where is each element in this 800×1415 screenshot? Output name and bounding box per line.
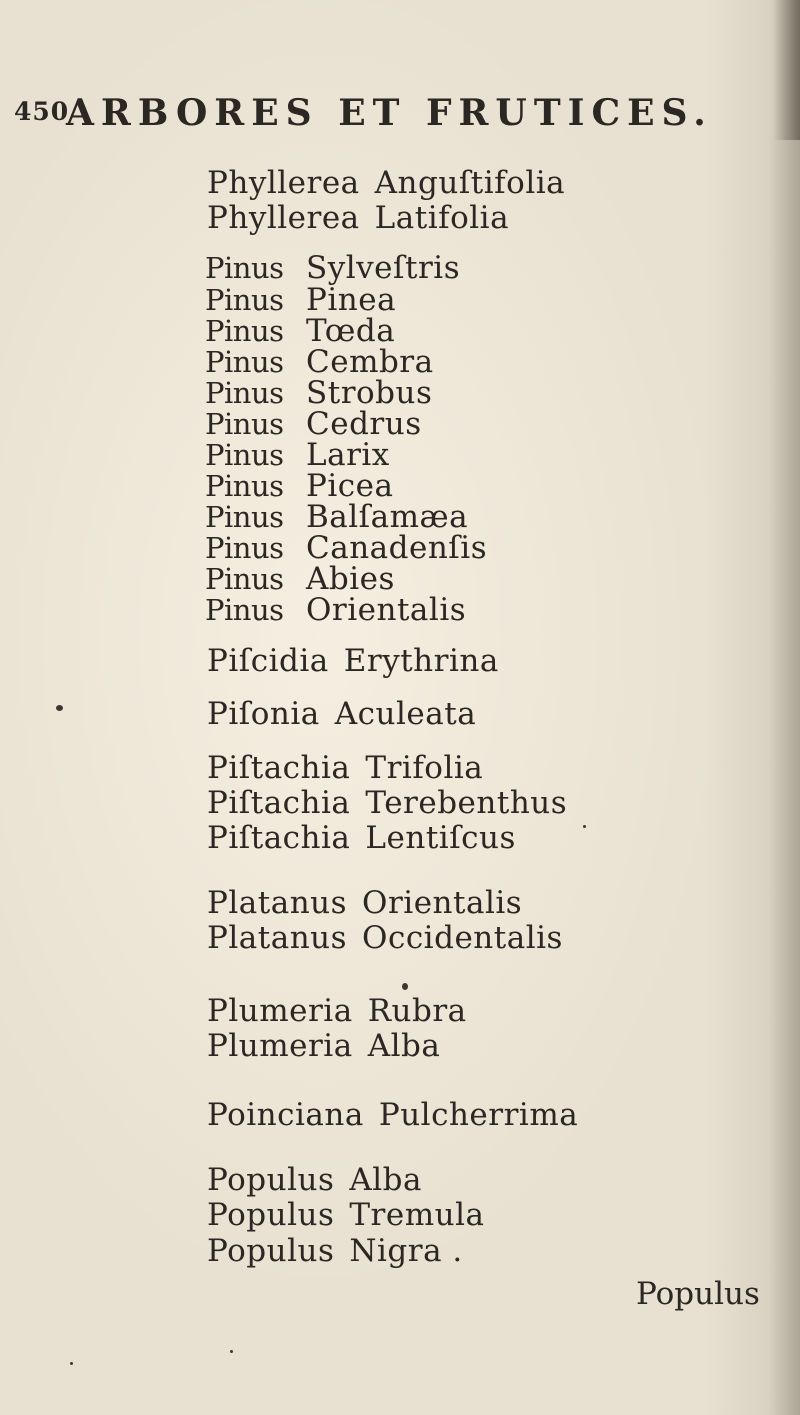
genus-name: Pinus bbox=[205, 438, 284, 472]
genus-name: Pinus bbox=[205, 531, 284, 565]
list-item bbox=[207, 993, 467, 1029]
genus-name: Poinciana bbox=[207, 1097, 364, 1133]
ink-speck bbox=[70, 1362, 73, 1365]
genus-name: Piſonia bbox=[207, 696, 320, 732]
genus-name: Platanus bbox=[207, 885, 348, 921]
species-name: Abies bbox=[306, 561, 395, 597]
genus-name: Pinus bbox=[205, 469, 284, 503]
genus-name: Piſcidia bbox=[207, 643, 329, 679]
running-head: ARBORES ET FRUTICES. bbox=[66, 92, 713, 134]
genus-name: Populus bbox=[207, 1162, 335, 1198]
genus-name: Platanus bbox=[207, 920, 348, 956]
list-item bbox=[207, 920, 563, 956]
page-edge-shadow bbox=[774, 0, 800, 140]
species-name: Alba bbox=[367, 1028, 441, 1064]
ink-speck bbox=[402, 983, 408, 990]
species-name: Lentiſcus bbox=[365, 820, 516, 856]
species-name: Picea bbox=[306, 468, 394, 504]
genus-name: Pinus bbox=[205, 593, 284, 627]
genus-name: Piſtachia bbox=[207, 820, 351, 856]
species-name: Erythrina bbox=[343, 643, 499, 679]
species-name: Orientalis bbox=[362, 885, 523, 921]
genus-name: Pinus bbox=[205, 314, 284, 348]
genus-name: Piſtachia bbox=[207, 750, 351, 786]
genus-name: Pinus bbox=[205, 251, 284, 285]
list-item bbox=[207, 200, 509, 236]
genus-name: Plumeria bbox=[207, 993, 353, 1029]
list-item bbox=[207, 696, 476, 732]
species-name: Pulcherrima bbox=[378, 1097, 579, 1133]
catchword: Populus bbox=[636, 1276, 760, 1312]
list-item bbox=[207, 750, 483, 786]
species-name: Sylveſtris bbox=[306, 250, 461, 286]
ink-speck bbox=[56, 705, 63, 711]
species-name: Anguſtifolia bbox=[374, 165, 566, 201]
list-item bbox=[205, 250, 460, 286]
genus-name: Phyllerea bbox=[207, 200, 360, 236]
species-name: Latifolia bbox=[374, 200, 510, 236]
list-item bbox=[207, 785, 567, 821]
species-name: Balſamæa bbox=[306, 499, 469, 535]
list-item bbox=[207, 1162, 422, 1198]
species-name: Canadenſis bbox=[306, 530, 488, 566]
genus-name: Populus bbox=[207, 1197, 335, 1233]
list-item bbox=[207, 165, 565, 201]
species-name: Tœda bbox=[306, 313, 396, 349]
genus-name: Populus bbox=[207, 1233, 335, 1269]
genus-name: Plumeria bbox=[207, 1028, 353, 1064]
ink-speck bbox=[230, 1350, 233, 1353]
species-name: Alba bbox=[349, 1162, 423, 1198]
list-item bbox=[207, 820, 516, 856]
genus-name: Pinus bbox=[205, 500, 284, 534]
list-item bbox=[207, 1097, 578, 1133]
genus-name: Phyllerea bbox=[207, 165, 360, 201]
species-name: Orientalis bbox=[306, 592, 467, 628]
genus-name: Pinus bbox=[205, 562, 284, 596]
species-name: Aculeata bbox=[334, 696, 477, 732]
species-name: Strobus bbox=[306, 375, 433, 411]
list-item bbox=[207, 643, 499, 679]
list-item bbox=[207, 1197, 484, 1233]
species-name: Tremula bbox=[349, 1197, 485, 1233]
ink-speck bbox=[583, 825, 586, 828]
genus-name: Pinus bbox=[205, 283, 284, 317]
species-name: Terebenthus bbox=[365, 785, 568, 821]
species-name: Rubra bbox=[367, 993, 467, 1029]
genus-name: Pinus bbox=[205, 376, 284, 410]
species-name: Pinea bbox=[306, 282, 397, 318]
species-name: Cembra bbox=[306, 344, 434, 380]
species-name: Cedrus bbox=[306, 406, 422, 442]
species-name: Nigra . bbox=[349, 1233, 463, 1269]
list-item bbox=[207, 1233, 463, 1269]
species-name: Larix bbox=[306, 437, 390, 473]
list-item bbox=[207, 1028, 440, 1064]
genus-name: Pinus bbox=[205, 407, 284, 441]
list-item bbox=[207, 885, 522, 921]
list-item bbox=[205, 592, 466, 628]
page-number: 450 bbox=[14, 97, 70, 126]
genus-name: Piſtachia bbox=[207, 785, 351, 821]
genus-name: Pinus bbox=[205, 345, 284, 379]
species-name: Occidentalis bbox=[362, 920, 563, 956]
species-name: Trifolia bbox=[365, 750, 484, 786]
